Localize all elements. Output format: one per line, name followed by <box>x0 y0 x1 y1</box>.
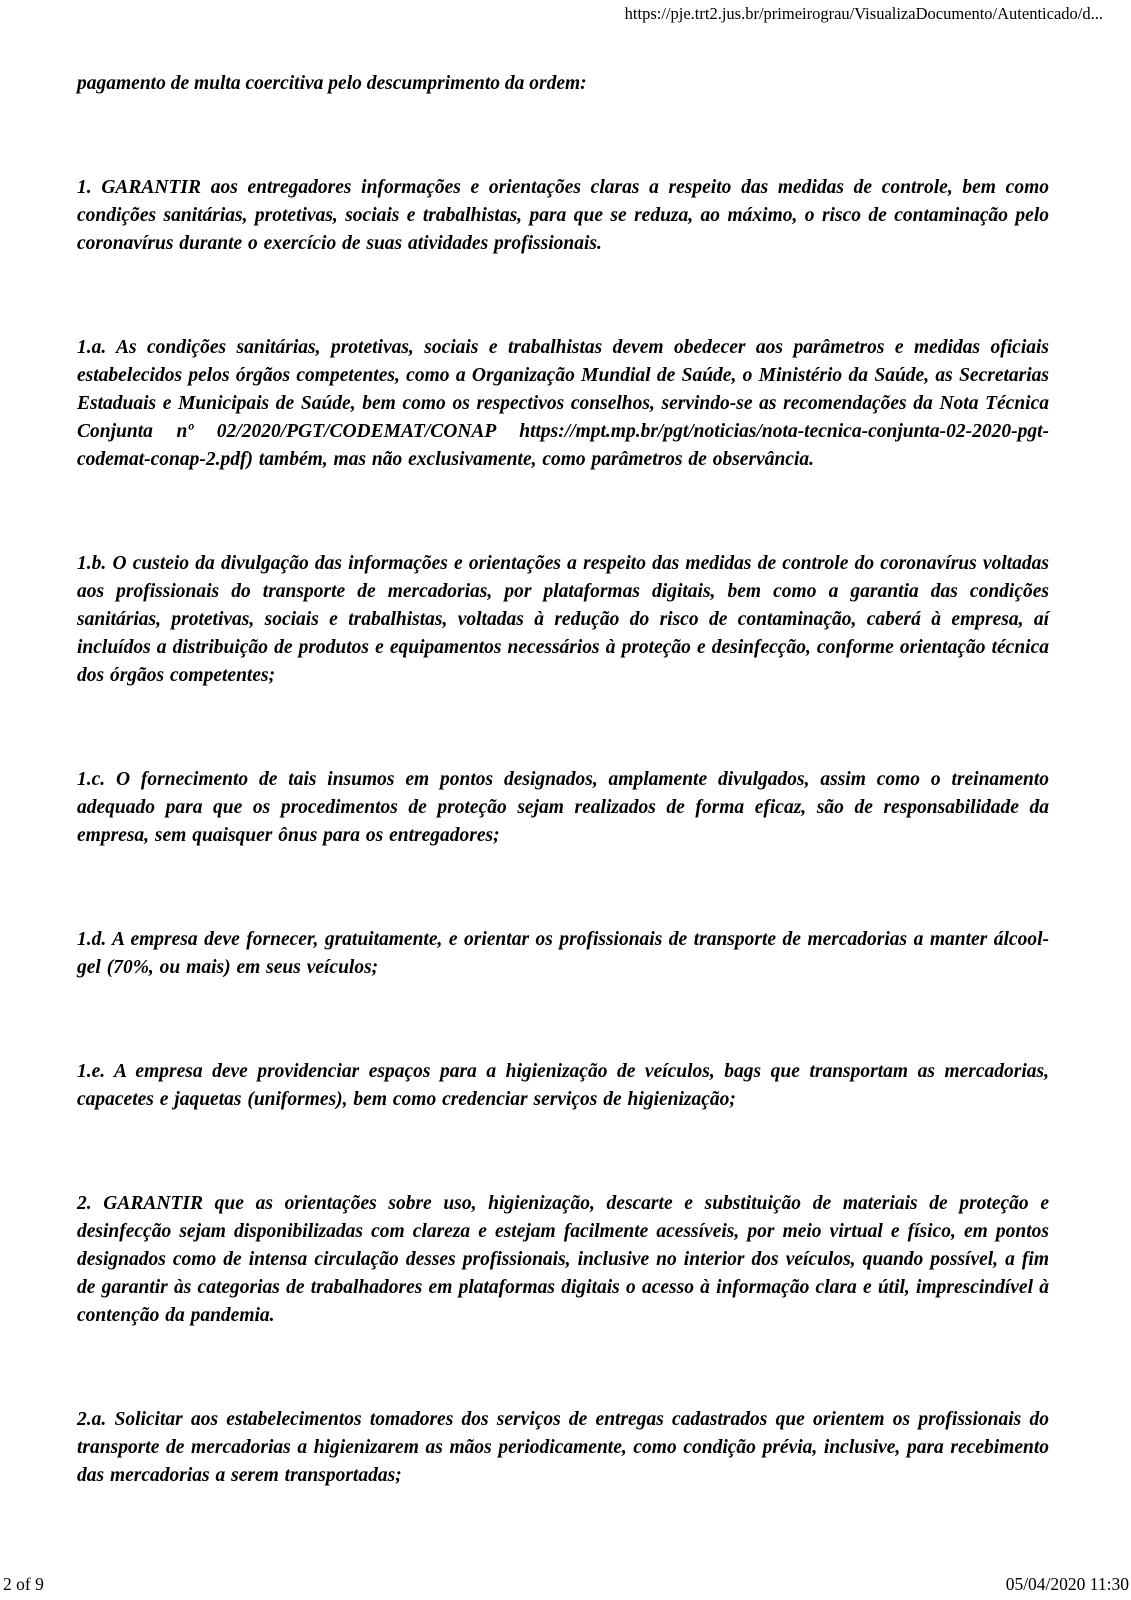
print-header-url: https://pje.trt2.jus.br/primeirograu/VisualizaDocumento/Autenticado/d... <box>624 4 1103 23</box>
paragraph-1d: 1.d. A empresa deve fornecer, gratuitamente, e orientar os profissionais de transporte de mercadorias a manter álcool-gel (70%, ou mais) em seus veículos; <box>77 929 1049 978</box>
print-datetime: 05/04/2020 11:30 <box>1005 1574 1129 1594</box>
page-number: 2 of 9 <box>3 1574 44 1594</box>
paragraph-1: 1. GARANTIR aos entregadores informações e orientações claras a respeito das medidas de controle, bem como condições sanitárias, protetivas, sociais e trabalhistas, para que se reduza, ao máximo, o risco de contaminação pelo coronavírus durante o exercício de suas atividades profissionais. <box>77 177 1049 254</box>
continuation-line: pagamento de multa coercitiva pelo descumprimento da ordem: <box>77 73 587 94</box>
paragraph-2a: 2.a. Solicitar aos estabelecimentos tomadores dos serviços de entregas cadastrados que orientem os profissionais do transporte de mercadorias a higienizarem as mãos periodicamente, como condição prévia, inclusive, para recebimento das mercadorias a serem transportadas; <box>77 1409 1049 1486</box>
paragraph-1a: 1.a. As condições sanitárias, protetivas, sociais e trabalhistas devem obedecer aos parâmetros e medidas oficiais estabelecidos pelos órgãos competentes, como a Organização Mundial de Saúde, o Ministério da Saúde, as Secretarias Estaduais e Municipais de Saúde, bem como os respectivos conselhos, servindo-se as recomendações da Nota Técnica Conjunta nº 02/2020/PGT/CODEMAT/CONAP https://mpt.mp.br/pgt/noticias/nota-tecnica-conjunta-02-2020-pgt-codemat-conap-2.pdf) também, mas não exclusivamente, como parâmetros de observância. <box>77 337 1049 470</box>
paragraph-1e: 1.e. A empresa deve providenciar espaços para a higienização de veículos, bags que transportam as mercadorias, capacetes e jaquetas (uniformes), bem como credenciar serviços de higienização; <box>77 1061 1049 1110</box>
print-footer <box>3 1574 1129 1594</box>
paragraph-1c: 1.c. O fornecimento de tais insumos em pontos designados, amplamente divulgados, assim como o treinamento adequado para que os procedimentos de proteção sejam realizados de forma eficaz, são de responsabilidade da empresa, sem quaisquer ônus para os entregadores; <box>77 769 1049 846</box>
document-body <box>77 70 1049 1490</box>
paragraph-1b: 1.b. O custeio da divulgação das informações e orientações a respeito das medidas de controle do coronavírus voltadas aos profissionais do transporte de mercadorias, por plataformas digitais, bem como a garantia das condições sanitárias, protetivas, sociais e trabalhistas, voltadas à redução do risco de contaminação, caberá à empresa, aí incluídos a distribuição de produtos e equipamentos necessários à proteção e desinfecção, conforme orientação técnica dos órgãos competentes; <box>77 553 1049 686</box>
paragraph-2: 2. GARANTIR que as orientações sobre uso, higienização, descarte e substituição de materiais de proteção e desinfecção sejam disponibilizadas com clareza e estejam facilmente acessíveis, por meio virtual e físico, em pontos designados como de intensa circulação desses profissionais, inclusive no interior dos veículos, quando possível, a fim de garantir às categorias de trabalhadores em plataformas digitais o acesso à informação clara e útil, imprescindível à contenção da pandemia. <box>77 1193 1049 1326</box>
